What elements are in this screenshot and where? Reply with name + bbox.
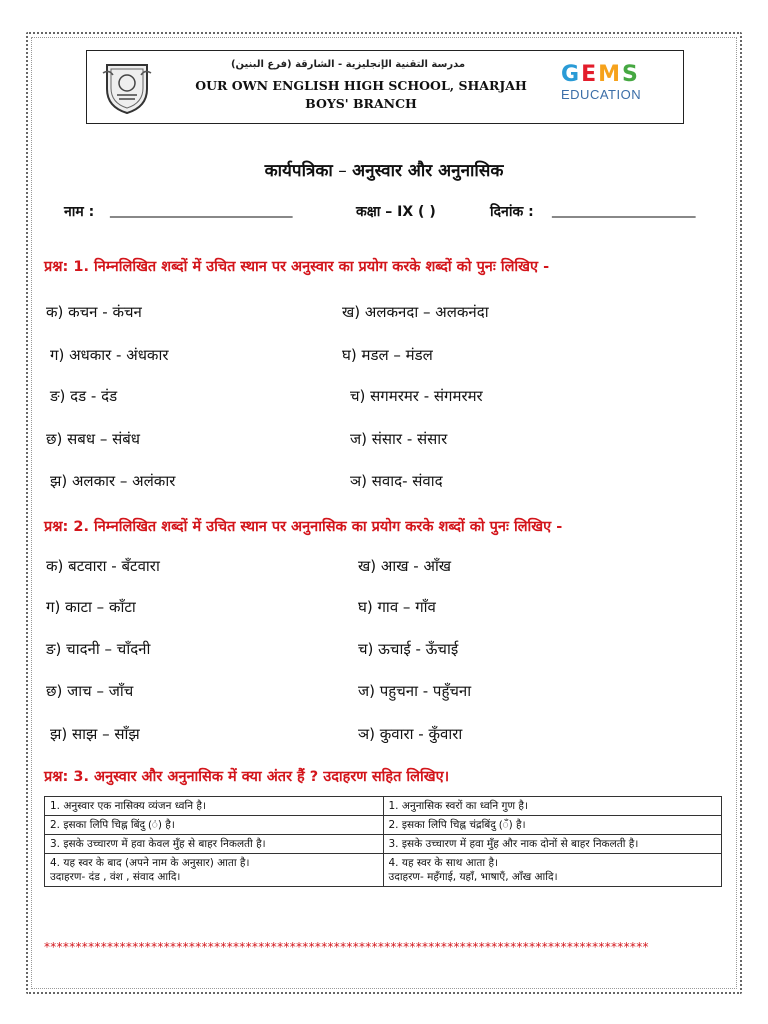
table-cell: 2. इसका लिपि चिह्न चंद्रबिंदु (ँ) है।	[383, 816, 722, 835]
table-cell: 1. अनुनासिक स्वरों का ध्वनि गुण है।	[383, 797, 722, 816]
school-name-line2: BOYS' BRANCH	[305, 96, 417, 111]
q1-item: च) सगमरमर - संगमरमर	[350, 387, 483, 405]
school-name-line1: OUR OWN ENGLISH HIGH SCHOOL, SHARJAH	[195, 78, 527, 93]
school-crest-icon	[101, 59, 153, 115]
table-cell-line: 4. यह स्वर के बाद (अपने नाम के अनुसार) आता है।	[50, 857, 250, 869]
class-field[interactable]: कक्षा – IX ( )	[356, 204, 436, 220]
table-cell: 3. इसके उच्चारण में हवा केवल मुँह से बाहर निकलती है।	[45, 835, 384, 854]
q2-item: क) बटवारा - बँटवारा	[46, 557, 160, 575]
table-cell	[383, 854, 722, 887]
gems-education-label: EDUCATION	[561, 87, 642, 102]
table-row	[45, 816, 722, 835]
q1-item: छ) सबध – संबंध	[46, 430, 141, 448]
title-main: कार्यपत्रिका	[264, 161, 333, 181]
date-field[interactable]: ______________________	[552, 202, 695, 218]
q2-item: ज) पहुचना - पहुँचना	[358, 682, 472, 700]
name-label: नाम :	[64, 204, 95, 220]
table-row	[45, 797, 722, 816]
table-cell: 3. इसके उच्चारण में हवा मुँह और नाक दोनों से बाहर निकलती है।	[383, 835, 722, 854]
q2-item: च) ऊचाई - ऊँचाई	[358, 640, 459, 658]
q1-item: ज) संसार - संसार	[350, 430, 448, 448]
arabic-school-name: مدرسة التقنية الإنجليزية - الشارقة (فرع البنين)	[230, 59, 466, 70]
difference-table	[44, 796, 722, 887]
table-cell	[45, 854, 384, 887]
q1-item: ङ) दड - दंड	[50, 387, 118, 405]
q1-item: घ) मडल – मंडल	[342, 346, 433, 364]
q1-item: ख) अलकनदा – अलकनंदा	[342, 303, 489, 321]
table-cell-line: 4. यह स्वर के साथ आता है।	[388, 857, 499, 869]
table-cell-line: उदाहरण- दंड , वंश , संवाद आदि।	[50, 871, 181, 883]
name-field[interactable]: ____________________________	[110, 202, 292, 218]
gems-wordmark: GEMS	[561, 62, 640, 87]
question-3-heading: प्रश्न: 3. अनुस्वार और अनुनासिक में क्या अंतर हैं ? उदाहरण सहित लिखिए।	[44, 769, 450, 785]
footer-star-divider: ************************************************************************************************	[44, 940, 649, 954]
title-sub: अनुस्वार और अनुनासिक	[352, 161, 504, 181]
q2-item: छ) जाच – जाँच	[46, 682, 134, 700]
q1-item: झ) अलकार – अलंकार	[50, 472, 176, 490]
table-row	[45, 835, 722, 854]
q1-item: ञ) सवाद- संवाद	[350, 472, 443, 490]
gems-logo	[561, 63, 671, 109]
table-cell: 2. इसका लिपि चिह्न बिंदु (ं) है।	[45, 816, 384, 835]
school-header	[86, 50, 684, 124]
date-label: दिनांक :	[490, 204, 534, 220]
q2-item: ख) आख - आँख	[358, 557, 452, 575]
table-cell-line: उदाहरण- महँगाई, यहाँ, भाषाएँ, आँख आदि।	[388, 871, 558, 883]
q2-item: झ) साझ – साँझ	[50, 725, 140, 743]
q2-item: ङ) चादनी – चाँदनी	[46, 640, 151, 658]
question-1-heading: प्रश्न: 1. निम्नलिखित शब्दों में उचित स्थान पर अनुस्वार का प्रयोग करके शब्दों को पुनः लिखिए -	[44, 259, 550, 275]
worksheet-title: कार्यपत्रिका – अनुस्वार और अनुनासिक	[264, 161, 504, 181]
table-row	[45, 854, 722, 887]
table-cell: 1. अनुस्वार एक नासिक्य व्यंजन ध्वनि है।	[45, 797, 384, 816]
q2-item: ग) काटा – काँटा	[46, 598, 136, 616]
q1-item: क) कचन - कंचन	[46, 303, 142, 321]
q2-item: ञ) कुवारा - कुँवारा	[358, 725, 463, 743]
q1-item: ग) अधकार - अंधकार	[50, 346, 169, 364]
q2-item: घ) गाव – गाँव	[358, 598, 436, 616]
question-2-heading: प्रश्न: 2. निम्नलिखित शब्दों में उचित स्थान पर अनुनासिक का प्रयोग करके शब्दों को पुनः लिखिए -	[44, 519, 563, 535]
